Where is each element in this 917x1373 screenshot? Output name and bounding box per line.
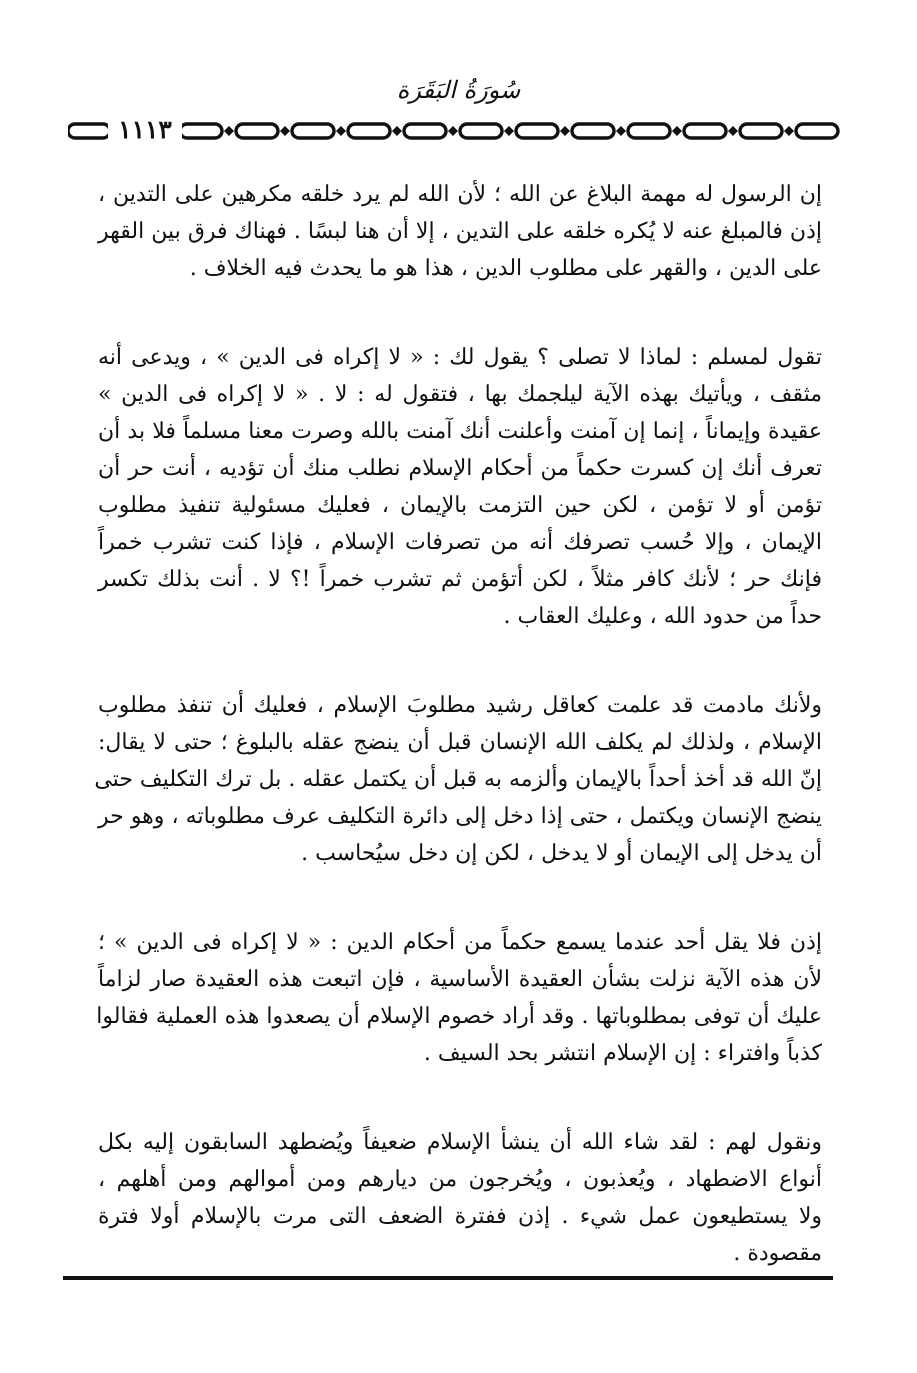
chain-link — [68, 124, 110, 138]
text-line: إذن فالمبلغ عنه لا يُكره خلقه على التدين ، إلا أن هنا لبسًا . فهناك فرق بين القهر — [98, 219, 822, 244]
chain-link — [348, 124, 390, 138]
text-line: مثقف ، ويأتيك بهذه الآية ليلجمك بها ، فتقول له : لا . « لا إكراه فى الدين » — [98, 382, 822, 407]
paragraph-4 — [98, 924, 822, 1072]
text-line: الإسلام ، ولذلك لم يكلف الله الإنسان قبل أن ينضج عقله بالبلوغ ؛ حتى لا يقال: — [98, 730, 822, 755]
text-line: عقيدة وإيماناً ، إنما إن آمنت وأعلنت أنك آمنت بالله وصرت معنا مسلماً فلا بد أن — [98, 419, 822, 444]
text-line: تؤمن أو لا تؤمن ، لكن حين التزمت بالإيمان ، فعليك مسئولية تنفيذ مطلوب — [98, 493, 822, 518]
chain-diamond — [616, 126, 626, 136]
paragraph-3 — [94, 687, 822, 872]
chain-link — [460, 124, 502, 138]
chain-diamond — [448, 126, 458, 136]
chain-diamond — [280, 126, 290, 136]
chain-diamond — [504, 126, 514, 136]
paragraph-1 — [98, 176, 822, 287]
text-line: فإنك حر ؛ لأنك كافر مثلاً ، لكن أتؤمن ثم تشرب خمراً !؟ لا . أنت بذلك تكسر — [98, 567, 822, 592]
text-line: حداً من حدود الله ، وعليك العقاب . — [503, 604, 822, 629]
chain-link — [180, 124, 222, 138]
chain-diamond — [784, 126, 794, 136]
text-line: عليك أن توفى بمطلوباتها . وقد أراد خصوم الإسلام أن يصعدوا هذه العملية فقالوا — [96, 1004, 822, 1029]
text-line: ولا يستطيعون عمل شيء . إذن ففترة الضعف التى مرت بالإسلام أولا فترة — [98, 1204, 822, 1229]
chain-diamond — [392, 126, 402, 136]
page-number: ١١١٣ — [108, 113, 182, 147]
chain-link — [572, 124, 614, 138]
text-line: ينضج الإنسان ويكتمل ، حتى إذا دخل إلى دائرة التكليف عرف مطلوباته ، وهو حر — [98, 804, 822, 829]
chain-diamond — [336, 126, 346, 136]
text-line: أنواع الاضطهاد ، ويُعذبون ، ويُخرجون من ديارهم ومن أموالهم ومن أهلهم ، — [98, 1167, 822, 1192]
chain-link — [516, 124, 558, 138]
chain-link — [292, 124, 334, 138]
text-line: ونقول لهم : لقد شاء الله أن ينشأ الإسلام ضعيفاً ويُضطهد السابقون إليه بكل — [98, 1130, 822, 1155]
chain-diamond — [224, 126, 234, 136]
surah-title: سُورَةُ البَقَرَة — [396, 76, 521, 104]
text-line: إذن فلا يقل أحد عندما يسمع حكماً من أحكام الدين : « لا إكراه فى الدين » ؛ — [98, 930, 822, 955]
chain-diamond — [560, 126, 570, 136]
text-line: أن يدخل إلى الإيمان أو لا يدخل ، لكن إن دخل سيُحاسب . — [301, 841, 822, 866]
text-line: كذباً وافتراء : إن الإسلام انتشر بحد السيف . — [423, 1041, 822, 1066]
chain-link — [404, 124, 446, 138]
chain-link — [796, 124, 838, 138]
chain-link — [628, 124, 670, 138]
text-line: إن الرسول له مهمة البلاغ عن الله ؛ لأن الله لم يرد خلقه مكرهين على التدين ، — [98, 182, 822, 207]
chain-diamond — [672, 126, 682, 136]
text-line: تقول لمسلم : لماذا لا تصلى ؟ يقول لك : « لا إكراه فى الدين » ، ويدعى أنه — [98, 345, 822, 370]
text-line: ولأنك مادمت قد علمت كعاقل رشيد مطلوبَ الإسلام ، فعليك أن تنفذ مطلوب — [98, 693, 822, 718]
chain-diamond — [728, 126, 738, 136]
paragraph-2 — [98, 339, 822, 635]
text-line: على الدين ، والقهر على مطلوب الدين ، هذا هو ما يحدث فيه الخلاف . — [189, 256, 822, 281]
footer-rule — [63, 1276, 833, 1280]
text-line: تعرف أنك إن كسرت حكماً من أحكام الإسلام نطلب منك أن تؤديه ، أنت حر أن — [98, 456, 822, 481]
paragraph-5 — [98, 1124, 822, 1272]
text-line: إنّ الله قد أخذ أحداً بالإيمان وألزمه به قبل أن يكتمل عقله . بل ترك التكليف حتى — [94, 767, 822, 792]
text-line: الإيمان ، وإلا حُسب تصرفك أنه من تصرفات الإسلام ، فإذا كنت تشرب خمراً — [98, 530, 822, 555]
chain-ornament-border — [68, 116, 846, 146]
text-line: لأن هذه الآية نزلت بشأن العقيدة الأساسية ، فإن اتبعت هذه العقيدة صار لزاماً — [98, 967, 822, 992]
page-body-text — [94, 176, 822, 1324]
text-line: مقصودة . — [733, 1241, 822, 1266]
chain-link — [684, 124, 726, 138]
chain-link — [236, 124, 278, 138]
chain-link — [740, 124, 782, 138]
